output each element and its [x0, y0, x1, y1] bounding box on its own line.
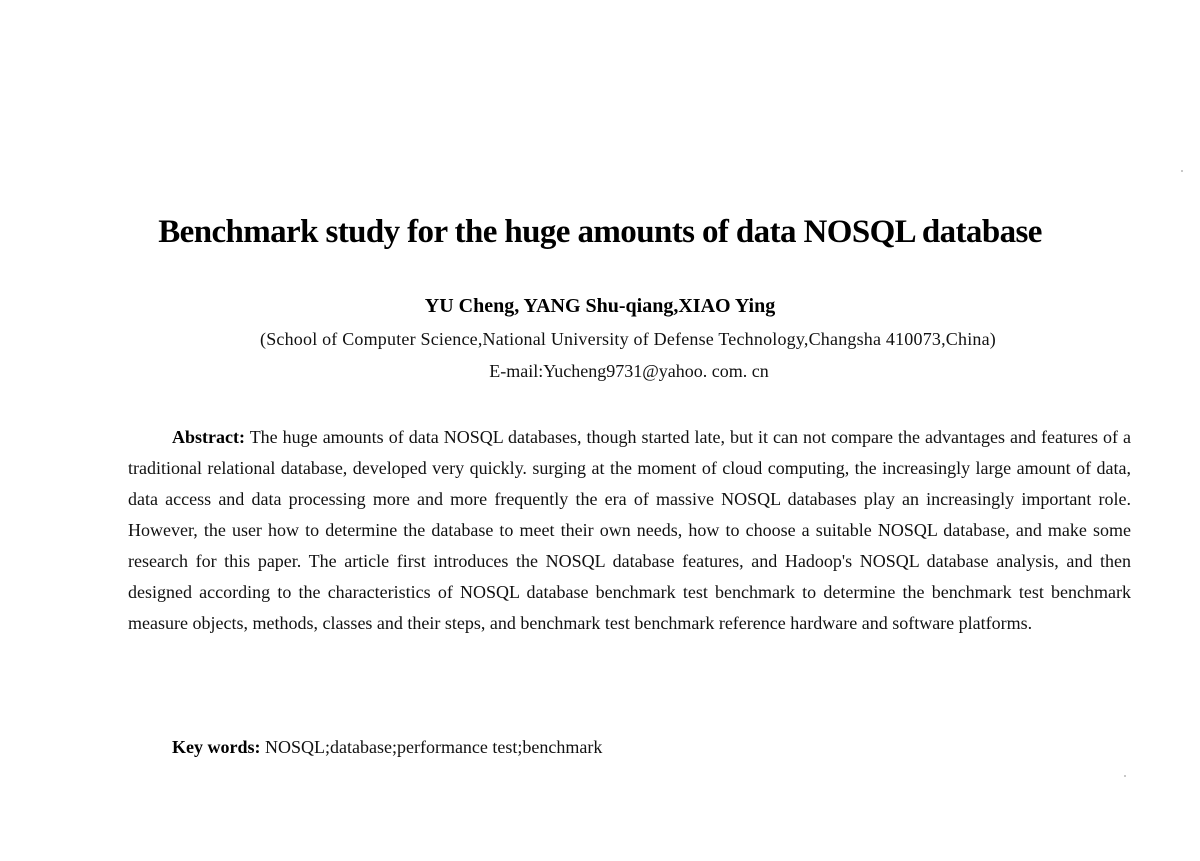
- paper-title: Benchmark study for the huge amounts of data NOSQL database: [158, 214, 1042, 250]
- scan-speck: [1181, 170, 1183, 172]
- keywords-label: Key words:: [172, 737, 261, 757]
- author-list: YU Cheng, YANG Shu-qiang,XIAO Ying: [424, 295, 776, 317]
- author-affiliation: (School of Computer Science,National University of Defense Technology,Changsha 410073,China): [260, 329, 996, 349]
- author-email: E-mail:Yucheng9731@yahoo. com. cn: [489, 361, 769, 381]
- abstract-paragraph: [128, 422, 1131, 639]
- keywords-text: NOSQL;database;performance test;benchmark: [265, 737, 603, 757]
- keywords-line: [172, 735, 602, 759]
- scan-speck: [1124, 775, 1126, 777]
- abstract-label: Abstract:: [172, 427, 245, 447]
- abstract-text: The huge amounts of data NOSQL databases, though started late, but it can not compare the advantages and features of a traditional relational database, developed very quickly. surging at the moment of cloud computing, the increasingly large amount of data, data access and data processing more and more frequently the era of massive NOSQL databases play an increasingly important role. However, the user how to determine the database to meet their own needs, how to choose a suitable NOSQL database, and make some research for this paper. The article first introduces the NOSQL database features, and Hadoop's NOSQL database analysis, and then designed according to the characteristics of NOSQL database benchmark test benchmark to determine the benchmark test benchmark measure objects, methods, classes and their steps, and benchmark test benchmark reference hardware and software platforms.: [128, 427, 1131, 633]
